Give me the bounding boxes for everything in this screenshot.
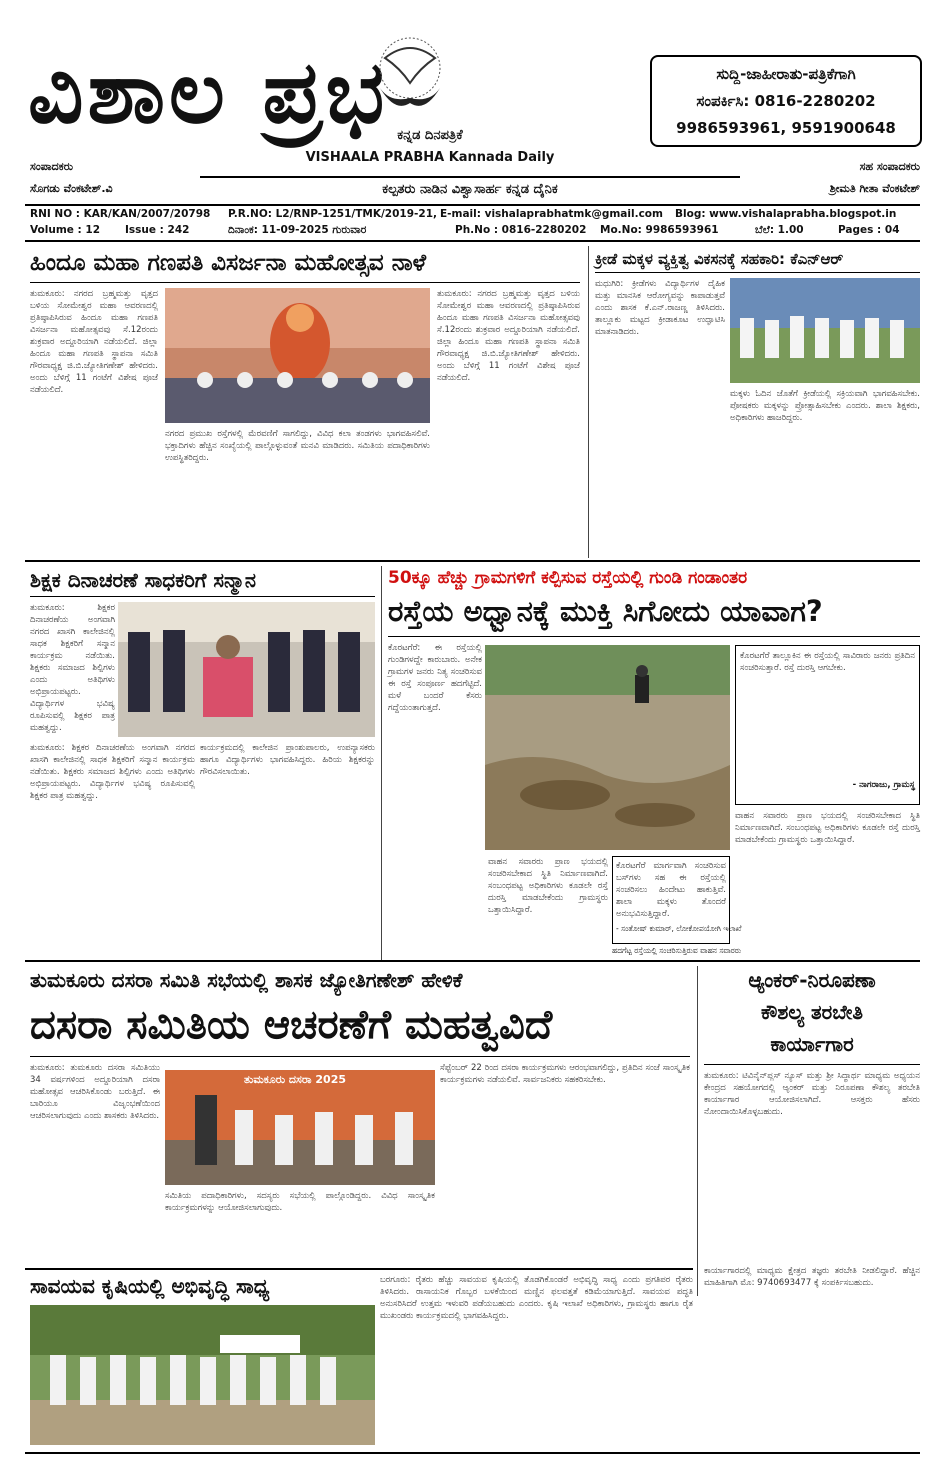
contact-line1: ಸುದ್ದಿ-ಜಾಹೀರಾತು-ಪತ್ರಿಕೆಗಾಗಿ (716, 65, 856, 83)
ganapati-col3: ತುಮಕೂರು: ನಗರದ ಬ್ರಹ್ಮಮತ್ತು ವೃತ್ತದ ಬಳಿಯ ಸೋಮೇಶ್ವರ ಮಹಾ ಆವರಣದಲ್ಲಿ ಪ್ರತಿಷ್ಠಾಪಿಸಿರುವ ಹಿಂದೂ ಮಹಾ ಗಣಪತಿ ವಿಸರ್ಜನಾ ಮಹೋತ್ಸವವು ಸೆ.12ರಂದು ಶುಕ್ರವಾರ ಅದ್ದೂರಿಯಾಗಿ ನಡೆಯಲಿದೆ. ಜಿಲ್ಲಾ ಹಿಂದೂ ಮಹಾ ಗಣಪತಿ ಸ್ಥಾಪನಾ ಸಮಿತಿ ಗೌರವಾಧ್ಯಕ್ಷ ಜಿ.ಬಿ.ಜ್ಯೋತಿಗಣೇಶ್ ಹೇಳಿದರು. ಅಂದು ಬೆಳಿಗ್ಗೆ 11 ಗಂಟೆಗೆ ವಿಶೇಷ ಪೂಜೆ ನಡೆಯಲಿದೆ. (437, 289, 580, 383)
col-divider-1 (588, 246, 589, 558)
masthead-rule (200, 176, 740, 178)
raste-rule (388, 636, 920, 637)
ganapati-col2: ನಗರದ ಪ್ರಮುಖ ರಸ್ತೆಗಳಲ್ಲಿ ಮೆರವಣಿಗೆ ಸಾಗಲಿದ್ದು, ವಿವಿಧ ಕಲಾ ತಂಡಗಳು ಭಾಗವಹಿಸಲಿವೆ. ಭಕ್ತಾದಿಗಳು ಹೆಚ್ಚಿನ ಸಂಖ್ಯೆಯಲ್ಲಿ ಪಾಲ್ಗೊಳ್ಳುವಂತೆ ಮನವಿ ಮಾಡಿದರು. ಸಮಿತಿಯ ಪದಾಧಿಕಾರಿಗಳು ಉಪಸ್ಥಿತರಿದ್ದರು. (165, 429, 430, 463)
dasara-rule (30, 1056, 690, 1057)
raste-caption: ಹದಗೆಟ್ಟ ರಸ್ತೆಯಲ್ಲಿ ಸಂಚರಿಸುತ್ತಿರುವ ವಾಹನ ಸವಾರರು (612, 946, 742, 955)
volume: Volume : 12 (30, 224, 101, 236)
krushi-photo (30, 1305, 375, 1445)
issue: Issue : 242 (125, 224, 190, 236)
kreeda-body2: ಮಕ್ಕಳು ಓದಿನ ಜೊತೆಗೆ ಕ್ರೀಡೆಯಲ್ಲಿ ಸಕ್ರಿಯವಾಗಿ ಭಾಗವಹಿಸಬೇಕು. ಪೋಷಕರು ಮಕ್ಕಳನ್ನು ಪ್ರೋತ್ಸಾಹಿಸಬೇಕು ಎಂದರು. ಶಾಲಾ ಶಿಕ್ಷಕರು, ಅಧಿಕಾರಿಗಳು ಹಾಜರಿದ್ದರು. (730, 389, 920, 423)
masthead-subtitle-en: VISHAALA PRABHA Kannada Daily (305, 150, 555, 165)
raste-quote-box (735, 645, 920, 805)
dasara-photo (165, 1070, 435, 1185)
anchor-headline-3: ಕಾರ್ಯಾಗಾರ (770, 1032, 854, 1056)
raste-quote-by: - ನಾಗರಾಜು, ಗ್ರಾಮಸ್ಥ (852, 780, 915, 790)
raste-photo (485, 645, 730, 850)
ganapati-photo (165, 288, 430, 423)
raste-quote: ಕೊರಟಗೆರೆ ತಾಲ್ಲೂಕಿನ ಈ ರಸ್ತೆಯಲ್ಲಿ ಸಾವಿರಾರು ಜನರು ಪ್ರತಿದಿನ ಸಂಚರಿಸುತ್ತಾರೆ. ರಸ್ತೆ ದುರಸ್ತಿ ಆಗಬೇಕು. (740, 651, 915, 673)
anchor-body2: ಕಾರ್ಯಾಗಾರದಲ್ಲಿ ಮಾಧ್ಯಮ ಕ್ಷೇತ್ರದ ತಜ್ಞರು ತರಬೇತಿ ನೀಡಲಿದ್ದಾರೆ. ಹೆಚ್ಚಿನ ಮಾಹಿತಿಗಾಗಿ ಮೊ: 9740693477 ಕ್ಕೆ ಸಂಪರ್ಕಿಸಬಹುದು. (704, 1266, 920, 1288)
shikshaka-photo (118, 602, 375, 737)
anchor-body: ತುಮಕೂರು: ಟಿವಿನೈನ್‌ಪ್ಲಸ್ ನ್ಯೂಸ್ ಮತ್ತು ಶ್ರೀ ಸಿದ್ಧಾರ್ಥ ಮಾಧ್ಯಮ ಅಧ್ಯಯನ ಕೇಂದ್ರದ ಸಹಯೋಗದಲ್ಲಿ ಆ್ಯಂಕರ್ ಮತ್ತು ನಿರೂಪಣಾ ಕೌಶಲ್ಯ ತರಬೇತಿ ಕಾರ್ಯಾಗಾರ ಆಯೋಜಿಸಲಾಗಿದೆ. ಆಸಕ್ತರು ಹೆಸರು ನೋಂದಾಯಿಸಿಕೊಳ್ಳಬಹುದು. (704, 1071, 920, 1117)
editor-label: ಸಂಪಾದಕರು (30, 160, 74, 173)
dasara-body3: ಸೆಪ್ಟೆಂಬರ್ 22 ರಿಂದ ದಸರಾ ಕಾರ್ಯಕ್ರಮಗಳು ಆರಂಭವಾಗಲಿದ್ದು, ಪ್ರತಿದಿನ ಸಂಜೆ ಸಾಂಸ್ಕೃತಿಕ ಕಾರ್ಯಕ್ರಮಗಳು ನಡೆಯಲಿವೆ. ಸಾರ್ವಜನಿಕರು ಸಹಕರಿಸಬೇಕು. (440, 1063, 690, 1085)
contact-line3: 9986593961, 9591900648 (676, 119, 896, 137)
shikshaka-rule (30, 596, 375, 597)
email: E-mail: vishalaprabhatmk@gmail.com (440, 208, 663, 220)
page-bottom-rule (25, 1452, 920, 1454)
kreeda-rule (595, 272, 920, 273)
kreeda-body: ಮಧುಗಿರಿ: ಕ್ರೀಡೆಗಳು ವಿದ್ಯಾರ್ಥಿಗಳ ದೈಹಿಕ ಮತ್ತು ಮಾನಸಿಕ ಆರೋಗ್ಯವನ್ನು ಕಾಪಾಡುತ್ತವೆ ಎಂದು ಶಾಸಕ ಕೆ.ಎನ್.ರಾಜಣ್ಣ ತಿಳಿಸಿದರು. ತಾಲ್ಲೂಕು ಮಟ್ಟದ ಕ್ರೀಡಾಕೂಟ ಉದ್ಘಾಟಿಸಿ ಮಾತನಾಡಿದರು. (595, 279, 725, 337)
rni-number: RNI NO : KAR/KAN/2007/20798 (30, 208, 211, 220)
raste-side-box (612, 856, 742, 944)
anchor-headline-2: ಕೌಶಲ್ಯ ತರಬೇತಿ (760, 1000, 864, 1024)
dove-logo-icon (355, 28, 465, 128)
raste-body3: ವಾಹನ ಸವಾರರು ಪ್ರಾಣ ಭಯದಲ್ಲಿ ಸಂಚರಿಸಬೇಕಾದ ಸ್ಥಿತಿ ನಿರ್ಮಾಣವಾಗಿದೆ. ಸಂಬಂಧಪಟ್ಟ ಅಧಿಕಾರಿಗಳು ಕೂಡಲೇ ರಸ್ತೆ ದುರಸ್ತಿ ಮಾಡಬೇಕೆಂದು ಗ್ರಾಮಸ್ಥರು ಒತ್ತಾಯಿಸಿದ್ದಾರೆ. (735, 811, 920, 845)
col-divider-2 (381, 566, 382, 960)
raste-body: ಕೊರಟಗೆರೆ: ಈ ರಸ್ತೆಯಲ್ಲಿ ಗುಂಡಿಗಳದ್ದೇ ಕಾರುಬಾರು. ಅನೇಕ ಗ್ರಾಮಗಳ ಜನರು ನಿತ್ಯ ಸಂಚರಿಸುವ ಈ ರಸ್ತೆ ಸಂಪೂರ್ಣ ಹದಗೆಟ್ಟಿದೆ. ಮಳೆ ಬಂದರೆ ಕೆಸರು ಗದ್ದೆಯಂತಾಗುತ್ತದೆ. (388, 643, 482, 713)
dasara-kicker: ತುಮಕೂರು ದಸರಾ ಸಮಿತಿ ಸಭೆಯಲ್ಲಿ ಶಾಸಕ ಜ್ಯೋತಿಗಣೇಶ್ ಹೇಳಿಕೆ (30, 968, 463, 992)
info-bottom-rule (25, 240, 920, 242)
shikshaka-headline: ಶಿಕ್ಷಕ ದಿನಾಚರಣೆ ಸಾಧಕರಿಗೆ ಸನ್ಮಾನ (30, 568, 257, 592)
dasara-body2: ಸಮಿತಿಯ ಪದಾಧಿಕಾರಿಗಳು, ಸದಸ್ಯರು ಸಭೆಯಲ್ಲಿ ಪಾಲ್ಗೊಂಡಿದ್ದರು. ವಿವಿಧ ಸಾಂಸ್ಕೃತಿಕ ಕಾರ್ಯಕ್ರಮಗಳನ್ನು ಆಯೋಜಿಸಲಾಗುವುದು. (165, 1191, 435, 1213)
anchor-headline-1: ಆ್ಯಂಕರ್-ನಿರೂಪಣಾ (748, 968, 876, 992)
krushi-headline: ಸಾವಯವ ಕೃಷಿಯಲ್ಲಿ ಅಭಿವೃದ್ಧಿ ಸಾಧ್ಯ (30, 1274, 270, 1298)
col-divider-3 (697, 966, 698, 1296)
raste-box-by: - ಸಂತೋಷ್ ಕುಮಾರ್, ಲೋಕೋಪಯೋಗಿ ಇಲಾಖೆ (616, 924, 742, 933)
info-top-rule (25, 204, 920, 206)
mobile: Mo.No: 9986593961 (600, 224, 719, 236)
raste-headline: ರಸ್ತೆಯ ಅಧ್ವಾನಕ್ಕೆ ಮುಕ್ತಿ ಸಿಗೋದು ಯಾವಾಗ? (388, 594, 823, 628)
dasara-banner: ತುಮಕೂರು ದಸರಾ 2025 (244, 1073, 346, 1086)
shikshaka-col1: ತುಮಕೂರು: ಶಿಕ್ಷಕರ ದಿನಾಚರಣೆಯ ಅಂಗವಾಗಿ ನಗರದ ಖಾಸಗಿ ಕಾಲೇಜಿನಲ್ಲಿ ಸಾಧಕ ಶಿಕ್ಷಕರಿಗೆ ಸನ್ಮಾನ ಕಾರ್ಯಕ್ರಮ ನಡೆಯಿತು. ಶಿಕ್ಷಕರು ಸಮಾಜದ ಶಿಲ್ಪಿಗಳು ಎಂದು ಅತಿಥಿಗಳು ಅಭಿಪ್ರಾಯಪಟ್ಟರು. ವಿದ್ಯಾರ್ಥಿಗಳ ಭವಿಷ್ಯ ರೂಪಿಸುವಲ್ಲಿ ಶಿಕ್ಷಕರ ಪಾತ್ರ ಮಹತ್ವದ್ದು. (30, 743, 195, 801)
section-rule-2 (25, 960, 920, 962)
raste-kicker: 50ಕ್ಕೂ ಹೆಚ್ಚು ಗ್ರಾಮಗಳಿಗೆ ಕಲ್ಪಿಸುವ ರಸ್ತೆಯಲ್ಲಿ ಗುಂಡಿ ಗಂಡಾಂತರ (388, 568, 748, 588)
masthead-tagline: ಕಲ್ಪತರು ನಾಡಿನ ವಿಶ್ವಾಸಾರ್ಹ ಕನ್ನಡ ದೈನಿಕ (382, 182, 558, 197)
ganapati-headline: ಹಿಂದೂ ಮಹಾ ಗಣಪತಿ ವಿಸರ್ಜನಾ ಮಹೋತ್ಸವ ನಾಳೆ (30, 250, 427, 276)
raste-box-text: ಕೊರಟಗೆರೆ ಮಾರ್ಗವಾಗಿ ಸಂಚರಿಸುವ ಬಸ್‌ಗಳು ಸಹ ಈ ರಸ್ತೆಯಲ್ಲಿ ಸಂಚರಿಸಲು ಹಿಂದೇಟು ಹಾಕುತ್ತಿವೆ. ಶಾಲಾ ಮಕ್ಕಳು ತೊಂದರೆ ಅನುಭವಿಸುತ್ತಿದ್ದಾರೆ. (616, 861, 726, 919)
kreeda-headline: ಕ್ರೀಡೆ ಮಕ್ಕಳ ವ್ಯಕ್ತಿತ್ವ ವಿಕಸನಕ್ಕೆ ಸಹಕಾರಿ: ಕೆಎನ್‌ಆರ್ (595, 250, 844, 268)
krushi-body: ಬರಗೂರು: ರೈತರು ಹೆಚ್ಚು ಸಾವಯವ ಕೃಷಿಯಲ್ಲಿ ತೊಡಗಿಕೊಂಡರೆ ಅಭಿವೃದ್ಧಿ ಸಾಧ್ಯ ಎಂದು ಪ್ರಗತಿಪರ ರೈತರು ತಿಳಿಸಿದರು. ರಾಸಾಯನಿಕ ಗೊಬ್ಬರ ಬಳಕೆಯಿಂದ ಮಣ್ಣಿನ ಫಲವತ್ತತೆ ಕಡಿಮೆಯಾಗುತ್ತಿದೆ. ಸಾವಯವ ಪದ್ಧತಿ ಅನುಸರಿಸಿದರೆ ಉತ್ತಮ ಇಳುವರಿ ಪಡೆಯಬಹುದು ಎಂದರು. ಕೃಷಿ ಇಲಾಖೆ ಅಧಿಕಾರಿಗಳು, ಗ್ರಾಮಸ್ಥರು ಹಾಗೂ ರೈತ ಮುಖಂಡರು ಕಾರ್ಯಕ್ರಮದಲ್ಲಿ ಭಾಗವಹಿಸಿದ್ದರು. (380, 1275, 693, 1321)
raste-body2: ವಾಹನ ಸವಾರರು ಪ್ರಾಣ ಭಯದಲ್ಲಿ ಸಂಚರಿಸಬೇಕಾದ ಸ್ಥಿತಿ ನಿರ್ಮಾಣವಾಗಿದೆ. ಸಂಬಂಧಪಟ್ಟ ಅಧಿಕಾರಿಗಳು ಕೂಡಲೇ ರಸ್ತೆ ದುರಸ್ತಿ ಮಾಡಬೇಕೆಂದು ಗ್ರಾಮಸ್ಥರು ಒತ್ತಾಯಿಸಿದ್ದಾರೆ. (488, 857, 608, 915)
coeditor-label: ಸಹ ಸಂಪಾದಕರು (859, 160, 920, 173)
ganapati-col1: ತುಮಕೂರು: ನಗರದ ಬ್ರಹ್ಮಮತ್ತು ವೃತ್ತದ ಬಳಿಯ ಸೋಮೇಶ್ವರ ಮಹಾ ಆವರಣದಲ್ಲಿ ಪ್ರತಿಷ್ಠಾಪಿಸಿರುವ ಹಿಂದೂ ಮಹಾ ಗಣಪತಿ ವಿಸರ್ಜನಾ ಮಹೋತ್ಸವವು ಸೆ.12ರಂದು ಶುಕ್ರವಾರ ಅದ್ದೂರಿಯಾಗಿ ನಡೆಯಲಿದೆ. ಜಿಲ್ಲಾ ಹಿಂದೂ ಮಹಾ ಗಣಪತಿ ಸ್ಥಾಪನಾ ಸಮಿತಿ ಗೌರವಾಧ್ಯಕ್ಷ ಜಿ.ಬಿ.ಜ್ಯೋತಿಗಣೇಶ್ ಹೇಳಿದರು. ಅಂದು ಬೆಳಿಗ್ಗೆ 11 ಗಂಟೆಗೆ ವಿಶೇಷ ಪೂಜೆ ನಡೆಯಲಿದೆ. (30, 289, 158, 395)
phone: Ph.No : 0816-2280202 (455, 224, 587, 236)
ganapati-rule (30, 282, 580, 283)
anchor-rule (704, 1064, 920, 1065)
contact-line2: ಸಂಪರ್ಕಿಸಿ: 0816-2280202 (696, 92, 876, 110)
editor-name: ಸೊಗಡು ವೆಂಕಟೇಶ್.ವಿ (30, 182, 113, 195)
contact-box (650, 55, 922, 147)
section-rule-3 (25, 1268, 693, 1270)
shikshaka-col2: ಕಾರ್ಯಕ್ರಮದಲ್ಲಿ ಕಾಲೇಜಿನ ಪ್ರಾಂಶುಪಾಲರು, ಉಪನ್ಯಾಸಕರು ಹಾಗೂ ವಿದ್ಯಾರ್ಥಿಗಳು ಭಾಗವಹಿಸಿದ್ದರು. ಹಿರಿಯ ಶಿಕ್ಷಕರನ್ನು ಗೌರವಿಸಲಾಯಿತು. (200, 743, 375, 777)
coeditor-name: ಶ್ರೀಮತಿ ಗೀತಾ ವೆಂಕಟೇಶ್ (829, 182, 920, 195)
page-count: Pages : 04 (838, 224, 900, 236)
issue-date: ದಿನಾಂಕ: 11-09-2025 ಗುರುವಾರ (228, 224, 367, 236)
pr-number: P.R.NO: L2/RNP-1251/TMK/2019-21, (228, 208, 437, 220)
price: ಬೆಲೆ: 1.00 (755, 224, 804, 236)
kreeda-photo (730, 278, 920, 383)
blog: Blog: www.vishalaprabha.blogspot.in (675, 208, 897, 220)
shikshaka-body: ತುಮಕೂರು: ಶಿಕ್ಷಕರ ದಿನಾಚರಣೆಯ ಅಂಗವಾಗಿ ನಗರದ ಖಾಸಗಿ ಕಾಲೇಜಿನಲ್ಲಿ ಸಾಧಕ ಶಿಕ್ಷಕರಿಗೆ ಸನ್ಮಾನ ಕಾರ್ಯಕ್ರಮ ನಡೆಯಿತು. ಶಿಕ್ಷಕರು ಸಮಾಜದ ಶಿಲ್ಪಿಗಳು ಎಂದು ಅತಿಥಿಗಳು ಅಭಿಪ್ರಾಯಪಟ್ಟರು. ವಿದ್ಯಾರ್ಥಿಗಳ ಭವಿಷ್ಯ ರೂಪಿಸುವಲ್ಲಿ ಶಿಕ್ಷಕರ ಪಾತ್ರ ಮಹತ್ವದ್ದು. (30, 603, 115, 733)
dasara-body: ತುಮಕೂರು: ತುಮಕೂರು ದಸರಾ ಸಮಿತಿಯು 34 ವರ್ಷಗಳಿಂದ ಅದ್ದೂರಿಯಾಗಿ ದಸರಾ ಮಹೋತ್ಸವ ಆಚರಿಸಿಕೊಂಡು ಬರುತ್ತಿದೆ. ಈ ಬಾರಿಯೂ ವಿಜೃಂಭಣೆಯಿಂದ ಆಚರಿಸಲಾಗುವುದು ಎಂದು ಶಾಸಕರು ತಿಳಿಸಿದರು. (30, 1063, 160, 1121)
section-rule-1 (25, 560, 920, 562)
masthead-subtitle-kn: ಕನ್ನಡ ದಿನಪತ್ರಿಕೆ (397, 128, 463, 143)
dasara-headline: ದಸರಾ ಸಮಿತಿಯ ಆಚರಣೆಗೆ ಮಹತ್ವವಿದೆ (30, 1002, 553, 1048)
masthead-title: ವಿಶಾಲ ಪ್ರಭ (28, 42, 389, 143)
